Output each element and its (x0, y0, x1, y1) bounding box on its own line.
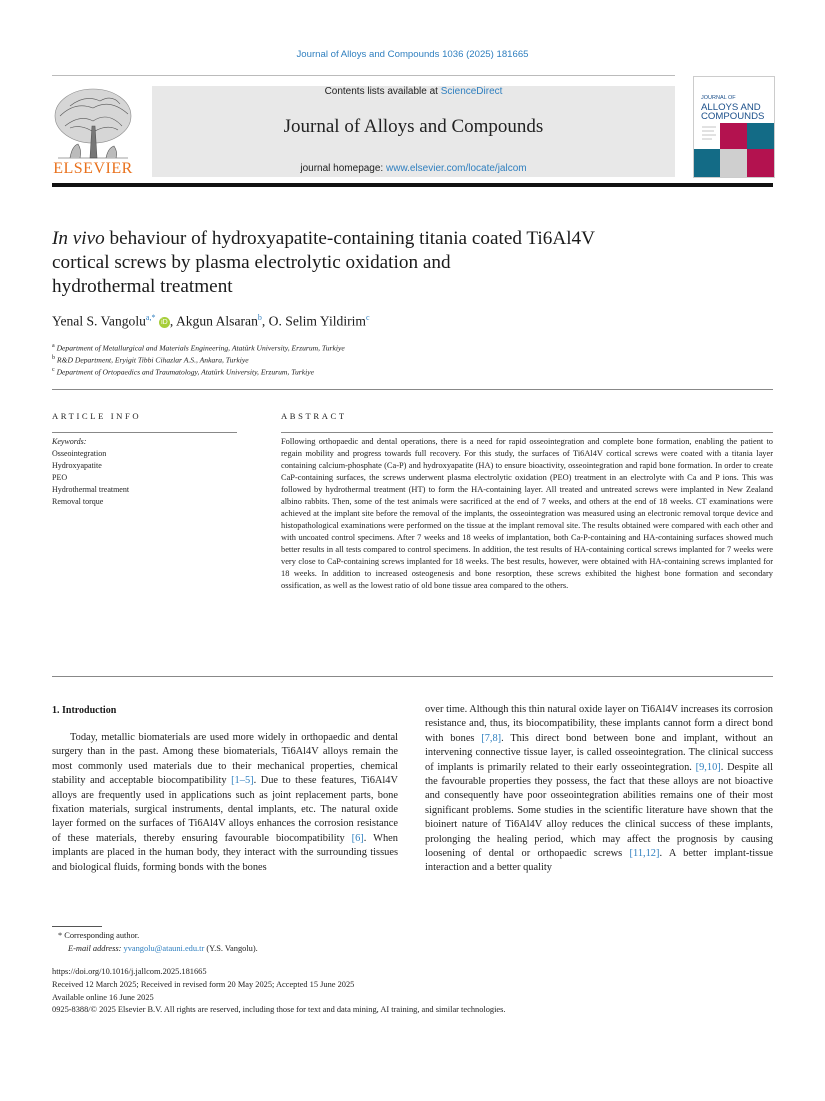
citation-link[interactable]: [1–5] (231, 775, 254, 787)
masthead-rule (52, 183, 773, 187)
author-name[interactable]: O. Selim Yildirim (268, 313, 366, 329)
doi-link[interactable]: https://doi.org/10.1016/j.jallcom.2025.181665 (52, 967, 207, 976)
article-info-heading: ARTICLE INFO (52, 411, 142, 421)
corresponding-footnote: * Corresponding author. (58, 931, 140, 940)
journal-title: Journal of Alloys and Compounds (283, 116, 544, 137)
cover-title-line: COMPOUNDS (701, 111, 765, 122)
sciencedirect-link[interactable]: ScienceDirect (440, 86, 503, 97)
author-name[interactable]: Akgun Alsaran (175, 313, 258, 329)
cover-title-line: ALLOYS AND (701, 102, 761, 113)
citation-link[interactable]: [6] (351, 832, 364, 844)
journal-cover-thumbnail[interactable] (693, 76, 775, 178)
abstract-bottom-divider (52, 676, 773, 677)
title-italic: In vivo (52, 228, 105, 249)
citation-link[interactable]: [11,12] (629, 848, 660, 860)
keyword[interactable]: Removal torque (52, 497, 104, 506)
affiliation: $^a$ Department of Metallurgical and Materials Engineering, Atatürk University, Erzurum, Turkiye (52, 343, 345, 353)
copyright-line: 0925-8388/© 2025 Elsevier B.V. All rights are reserved, including those for text and data mining, AI training, and similar technologies. (52, 1005, 506, 1014)
body-column-right: over time. Although this thin natural oxide layer on Ti6Al4V increases its corrosion resistance and, thus, its biocompatibility, these implants cannot form a direct bond with bones [7,8]. This direct bond between bone and implant, without an intervening connective tissue layer, is called osseointegration. The clinical success of implants is primarily related to their early osseointegration. [9,10]. Despite all the favourable properties they possess, the fact that these alloys are not bioactive and consequently have poor osseointegration abilities remains one of their most significant problems. Some studies in the scientific literature have shown that the bioinert nature of Ti6Al4V alloy reduces the clinical success of these implants, prolonging the healing period, which may affect the prognosis by causing loosening of dental or orthopaedic screws [11,12]. A better implant-tissue interaction and a better quality (425, 704, 774, 874)
cover-title-line: JOURNAL OF (701, 95, 736, 101)
homepage-link[interactable]: www.elsevier.com/locate/jalcom (386, 163, 527, 174)
article-title (52, 227, 752, 299)
abstract-divider (281, 432, 773, 433)
journal-reference-link[interactable]: Journal of Alloys and Compounds 1036 (2025) 181665 (296, 49, 529, 60)
keyword[interactable]: Hydrothermal treatment (52, 485, 130, 494)
keywords-label: Keywords: (52, 437, 87, 446)
header-divider (52, 75, 675, 76)
orcid-icon[interactable]: iD (159, 317, 170, 328)
keyword[interactable]: Osseointegration (52, 449, 107, 458)
affiliation: $^b$ R&D Department, Eryigit Tibbi Cihazlar A.S., Ankara, Turkiye (52, 355, 249, 365)
author-affiliation-marker[interactable]: c (365, 313, 370, 322)
contents-line: Contents lists available at ScienceDirect (324, 86, 503, 97)
citation-link[interactable]: [7,8] (481, 732, 502, 744)
publisher-wordmark[interactable]: ELSEVIER (53, 160, 133, 177)
email-link[interactable]: yvangolu@atauni.edu.tr (123, 944, 205, 953)
keyword[interactable]: PEO (52, 473, 68, 482)
cover-art (694, 77, 774, 177)
citation-link[interactable]: [9,10] (695, 761, 721, 773)
affiliation: $^c$ Department of Ortopaedics and Traumatology, Atatürk University, Erzurum, Turkiye (52, 367, 314, 377)
author-name[interactable]: Yenal S. Vangolu (52, 313, 146, 329)
author-affiliation-marker[interactable]: a,* (145, 313, 156, 322)
abstract-heading: ABSTRACT (281, 411, 347, 421)
available-online: Available online 16 June 2025 (52, 993, 154, 1002)
article-info-divider (52, 432, 237, 433)
title-line: behaviour of hydroxyapatite-containing titania coated Ti6Al4V (104, 228, 595, 249)
received-dates: Received 12 March 2025; Received in revised form 20 May 2025; Accepted 15 June 2025 (52, 980, 355, 989)
author-list: Yenal S. Vangolu$^{a,*}$ iD , Akgun Alsaran$^b$, O. Selim Yildirim$^c$ (52, 313, 370, 329)
title-line: cortical screws by plasma electrolytic oxidation and (52, 252, 451, 273)
affiliation-divider (52, 389, 773, 390)
abstract-text: Following orthopaedic and dental operations, there is a need for rapid osseointegration and complete bone formation, enabling the patient to regain mobility and progress towards full recovery. For this study, the surfaces of Ti6Al4V cortical screws were coated with a titania layer containing calcium-phosphate (Ca-P) and hydroxyapatite (HA) to ensure bioactivity, osseointegration and rapid bone formation. In order to create CaP-containing surfaces, the screws underwent plasma electrolytic oxidation (PEO) treatment in an electrolyte with Ca and P ions. This was followed by hydrothermal treatment (HT) to form the HA-containing layer. All treated and untreated screws were implanted in New Zealand albino rabbits. Then, some of the test animals were sacrificed at the end of 7 weeks, and others at the end of 18 weeks. CT examinations were achieved at the implant site before the removal of the implants, the osseointegration was measured using an electronic removal torque device and histopathological examinations were performed on the tissue at the implant removal site. The results obtained were compared with each other and with uncoated control specimens. After 7 weeks and 18 weeks of implantation, both Ca-P-containing and HA-containing surfaces showed much better results in all tests compared to control specimens. In addition, the test results of HA-containing cortical screws implanted for 7 weeks were very close to CaP-containing screws implanted for 18 weeks. The best results, however, were obtained with HA-containing screws implanted for 18 weeks. In addition to increased osteogenesis and bone resorption, these screws exhibited the highest bone formation and secondary ossification, as well as the lowest ratio of old bone tissue area compared to the others. (281, 437, 773, 590)
homepage-line: journal homepage: www.elsevier.com/locate/jalcom (300, 163, 527, 174)
author-affiliation-marker[interactable]: b (257, 313, 262, 322)
keyword[interactable]: Hydroxyapatite (52, 461, 102, 470)
body-column-left: Today, metallic biomaterials are used more widely in orthopaedic and dental surgery than in the past. Among these biomaterials, Ti6Al4V alloys remain the most commonly used materials due to their mechanical properties, chemical stability and acceptable biocompatibility [1–5]. Due to these features, Ti6Al4V alloys are frequently used in applications such as joint replacement parts, bone fixation materials, surgical instruments, dental implants, etc. The natural oxide layer formed on the surfaces of Ti6Al4V alloys enhances the corrosion resistance of these materials, thereby ensuring favourable biocompatibility [6]. When implants are placed in the human body, they interact with the surrounding tissues and biological fluids, forming bonds with the bones (52, 732, 398, 873)
email-footnote: E-mail address: yvangolu@atauni.edu.tr (Y.S. Vangolu). (68, 944, 258, 953)
section-heading: 1. Introduction (52, 705, 117, 716)
title-line: hydrothermal treatment (52, 276, 233, 297)
footnote-rule (52, 926, 102, 927)
